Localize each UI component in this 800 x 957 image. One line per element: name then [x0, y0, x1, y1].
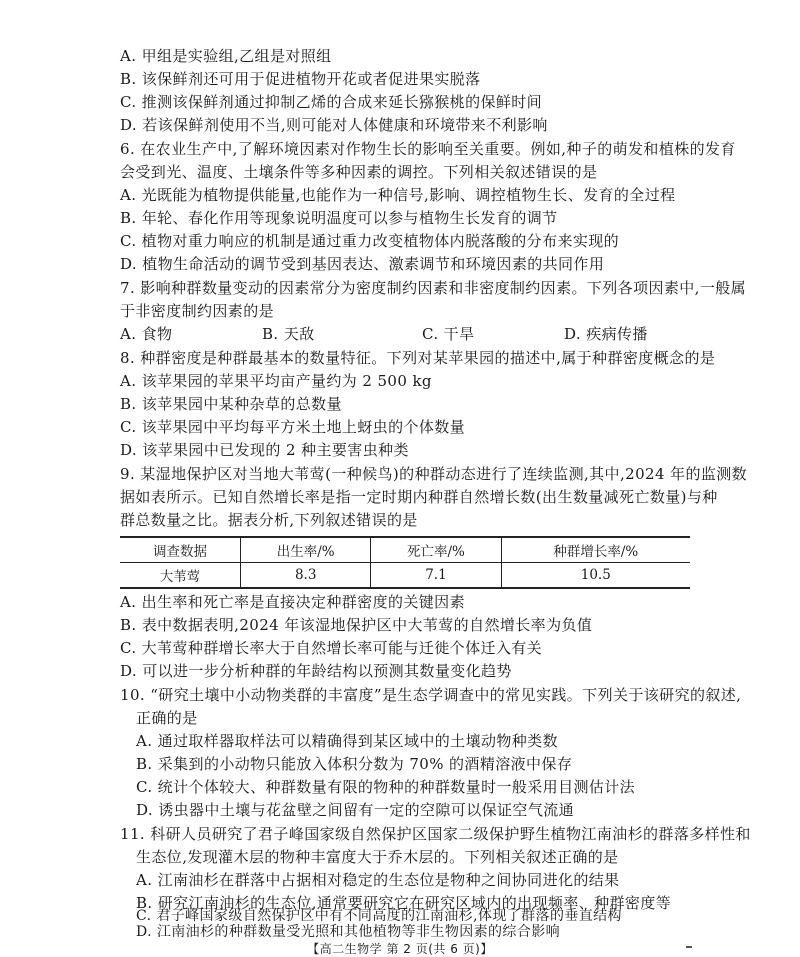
q7-option-b: B. 天敌 [262, 325, 315, 343]
q7-stem-line1: 7. 影响种群数量变动的因素常分为密度制约因素和非密度制约因素。下列各项因素中,一般属 [120, 279, 747, 297]
q11-stem-line1: 11. 科研人员研究了君子峰国家级自然保护区国家二级保护野生植物江南油杉的群落多样性和 [120, 825, 751, 843]
table-cell: 10.5 [501, 563, 690, 589]
q11-stem-line2: 生态位,发现灌木层的物种丰富度大于乔木层的。下列相关叙述正确的是 [136, 848, 619, 866]
q10-option-c: C. 统计个体较大、种群数量有限的物种的种群数量时一般采用目测估计法 [136, 778, 636, 796]
q10-option-a: A. 通过取样器取样法可以精确得到某区域中的土壤动物种类数 [136, 732, 558, 750]
q5-option-a: A. 甲组是实验组,乙组是对照组 [120, 47, 332, 65]
q6-stem-line1: 6. 在农业生产中,了解环境因素对作物生长的影响至关重要。例如,种子的萌发和植株的发育 [120, 140, 736, 158]
q9-option-c: C. 大苇莺种群增长率大于自然增长率可能与迁徙个体迁入有关 [120, 639, 543, 657]
q10-stem-line1: 10. “研究土壤中小动物类群的丰富度”是生态学调查中的常见实践。下列关于该研究的叙述, [120, 686, 742, 704]
q9-stem-line3: 群总数量之比。据表分析,下列叙述错误的是 [120, 511, 418, 529]
q7-option-c: C. 干旱 [422, 325, 475, 343]
q6-option-c: C. 植物对重力响应的机制是通过重力改变植物体内脱落酸的分布来实现的 [120, 232, 620, 250]
q6-option-a: A. 光既能为植物提供能量,也能作为一种信号,影响、调控植物生长、发育的全过程 [120, 186, 676, 204]
q7-option-d: D. 疾病传播 [564, 325, 648, 343]
q9-stem-line2-wrap [120, 487, 718, 507]
table-header-cell: 死亡率/% [371, 537, 501, 563]
q9-option-b: B. 表中数据表明,2024 年该湿地保护区中大苇莺的自然增长率为负值 [120, 616, 593, 634]
q10-option-d: D. 诱虫器中土壤与花盆壁之间留有一定的空隙可以保证空气流通 [136, 801, 575, 819]
q9-option-d: D. 可以进一步分析种群的年龄结构以预测其数量变化趋势 [120, 662, 512, 680]
table-header-cell: 出生率/% [241, 537, 371, 563]
q9-data-table [120, 536, 690, 589]
corner-mark [686, 946, 692, 948]
q8-option-a: A. 该苹果园的苹果平均亩产量约为 2 500 kg [120, 372, 432, 390]
q8-option-b: B. 该苹果园中某种杂草的总数量 [120, 395, 342, 413]
q8-stem: 8. 种群密度是种群最基本的数量特征。下列对某苹果园的描述中,属于种群密度概念的是 [120, 349, 716, 367]
q9-stem-line1: 9. 某湿地保护区对当地大苇莺(一种候鸟)的种群动态进行了连续监测,其中,2024 年的监测数 [120, 465, 748, 483]
q10-option-b: B. 采集到的小动物只能放入体积分数为 70% 的酒精溶液中保存 [136, 755, 573, 773]
q5-option-b: B. 该保鲜剂还可用于促进植物开花或者促进果实脱落 [120, 70, 481, 88]
q6-option-d: D. 植物生命活动的调节受到基因表达、激素调节和环境因素的共同作用 [120, 255, 605, 273]
table-cell: 8.3 [241, 563, 371, 589]
q7-option-a: A. 食物 [120, 325, 173, 343]
q7-stem-line2: 于非密度制约因素的是 [120, 302, 275, 320]
q10-stem-line2: 正确的是 [136, 709, 198, 727]
table-cell: 大苇莺 [120, 563, 241, 589]
table-row [120, 563, 690, 589]
q9-option-a: A. 出生率和死亡率是直接决定种群密度的关键因素 [120, 593, 465, 611]
page-footer: 【高二生物学 第 2 页(共 6 页)】 [307, 942, 493, 956]
q9-stem-line2: 据如表所示。已知自然增长率是指一定时期内种群自然增长数(出生数量减死亡数量)与种 [120, 488, 718, 506]
q11-option-a: A. 江南油杉在群落中占据相对稳定的生态位是物种之间协同进化的结果 [136, 871, 620, 889]
table-header-cell: 调查数据 [120, 537, 241, 563]
q11-option-b: B. 研究江南油杉的生态位,通常要研究它在研究区域内的出现频率、种群密度等 [136, 894, 672, 912]
q5-option-d: D. 若该保鲜剂使用不当,则可能对人体健康和环境带来不利影响 [120, 116, 548, 134]
q8-option-c: C. 该苹果园中平均每平方米土地上蚜虫的个体数量 [120, 418, 466, 436]
table-header-row [120, 537, 690, 563]
table-header-cell: 种群增长率/% [501, 537, 690, 563]
q5-option-c: C. 推测该保鲜剂通过抑制乙烯的合成来延长猕猴桃的保鲜时间 [120, 93, 543, 111]
q6-stem-line2: 会受到光、温度、土壤条件等多种因素的调控。下列相关叙述错误的是 [120, 163, 598, 181]
q11-option-c: C. 君子峰国家级自然保护区中有不同高度的江南油杉,体现了群落的垂直结构 [136, 908, 622, 924]
q8-option-d: D. 该苹果园中已发现的 2 种主要害虫种类 [120, 441, 409, 459]
q11-option-d: D. 江南油杉的种群数量受光照和其他植物等非生物因素的综合影响 [136, 924, 561, 940]
q6-option-b: B. 年轮、春化作用等现象说明温度可以参与植物生长发育的调节 [120, 209, 558, 227]
table-cell: 7.1 [371, 563, 501, 589]
